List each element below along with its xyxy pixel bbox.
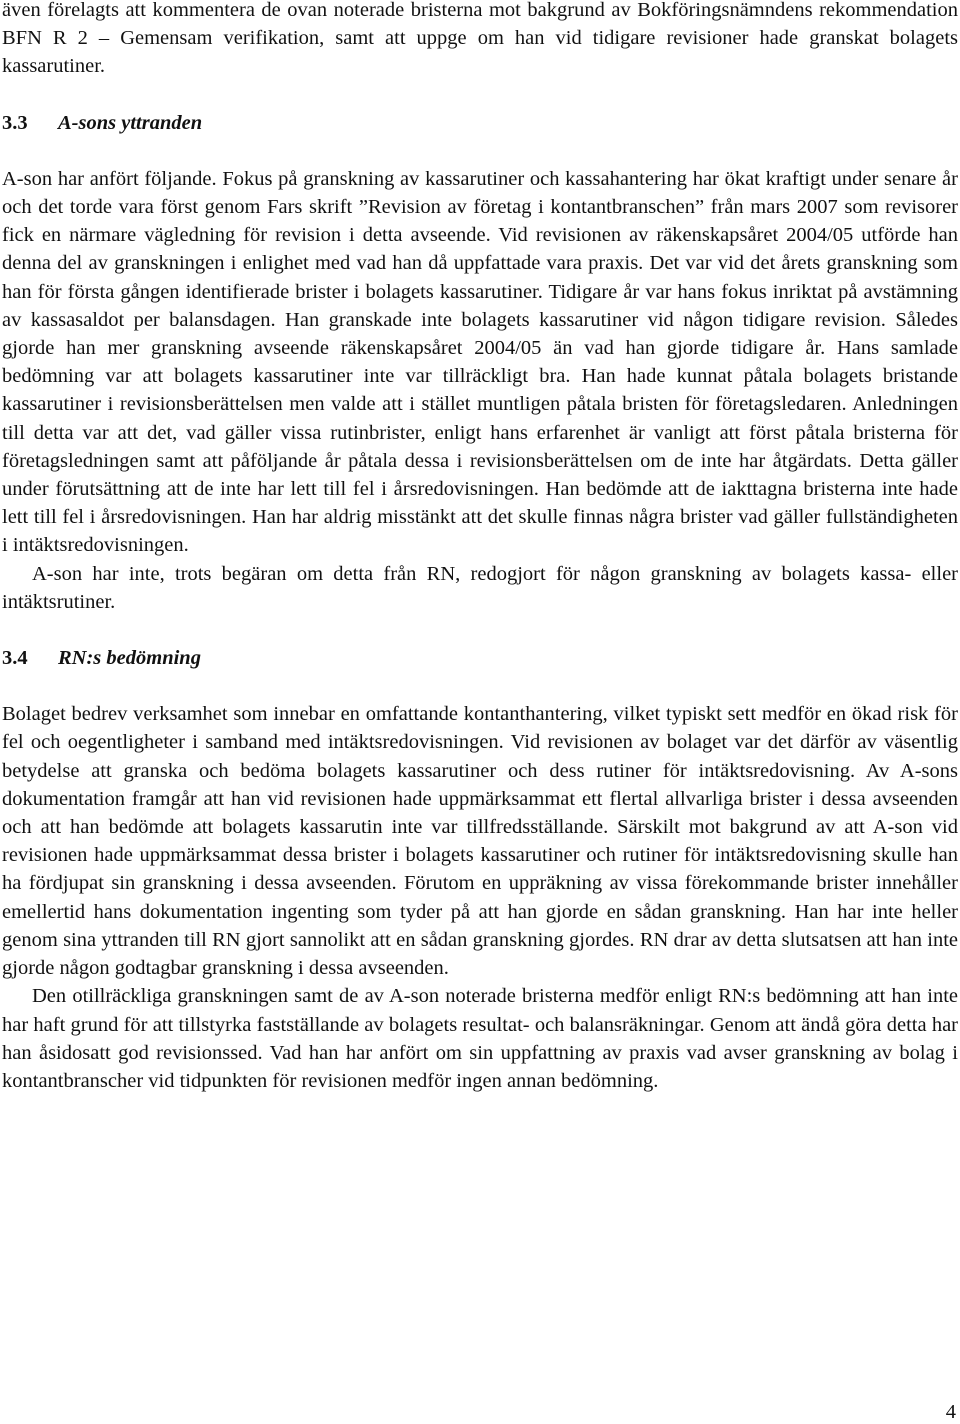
document-page bbox=[2, 0, 958, 1095]
page-number: 4 bbox=[945, 1401, 956, 1423]
section-number: 3.3 bbox=[2, 111, 28, 134]
section-heading-3-3 bbox=[2, 109, 958, 137]
continued-paragraph: även förelagts att kommentera de ovan noterade bristerna mot bakgrund av Bokföringsnämndens rekommendation BFN R 2 – Gemensam verifikation, samt att uppge om han vid tidigare revisioner hade granskat bolagets kassarutiner. bbox=[2, 0, 958, 78]
spacer bbox=[2, 137, 958, 165]
section-heading-3-4 bbox=[2, 644, 958, 672]
body-paragraph: Den otillräckliga granskningen samt de av A-son noterade bristerna medför enligt RN:s bedömning att han inte har haft grund för att tillstyrka fastställande av bolagets resultat- och balansräkningar. Genom att ändå göra detta har han åsidosatt god revisionssed. Vad han har anfört om sin uppfattning av praxis vad avser granskning av bolag i kontantbranscher vid tidpunkten för revisionen medför ingen annan bedömning. bbox=[2, 985, 958, 1092]
spacer bbox=[2, 81, 958, 109]
spacer bbox=[2, 616, 958, 644]
section-number: 3.4 bbox=[2, 647, 28, 670]
body-paragraph: A-son har inte, trots begäran om detta från RN, redogjort för någon granskning av bolagets kassa- eller intäktsrutiner. bbox=[2, 562, 958, 613]
section-title: A-sons yttranden bbox=[58, 111, 203, 134]
spacer bbox=[2, 672, 958, 700]
body-paragraph: A-son har anfört följande. Fokus på granskning av kassarutiner och kassahantering har ökat kraftigt under senare år och det torde vara först genom Fars skrift ”Revision av företag i kontantbranschen” från mars 2007 som revisorer fick en närmare vägledning för revision i detta avseende. Vid revisionen av räkenskapsåret 2004/05 utförde han denna del av granskningen i enlighet med vad han då uppfattade vara praxis. Det var vid det årets granskning som han för första gången identifierade brister i bolagets kassarutiner. Tidigare år var hans fokus inriktat på avstämning av kassasaldot per balansdagen. Han granskade inte bolagets kassarutiner vid någon tidigare revision. Således gjorde han mer granskning avseende räkenskapsåret 2004/05 än vad han gjorde tidigare år. Hans samlade bedömning var att bolagets kassarutiner inte var tillräckligt bra. Han hade kunnat påtala bolagets bristande kassarutiner i revisionsberättelsen men valde att i stället muntligen påtala bristen för företagsledaren. Anledningen till detta var att det, vad gäller vissa rutinbrister, enligt hans erfarenhet är vanligt att först påtala bristerna för företagsledningen samt att påföljande år påtala dessa i revisionsberättelsen om de inte har åtgärdats. Detta gäller under förutsättning att de inte har lett till fel i årsredovisningen. Han bedömde att de iakttagna bristerna inte hade lett till fel i årsredovisningen. Han har aldrig misstänkt att det skulle finnas några brister vad gäller fullständigheten i intäktsredovisningen. bbox=[2, 167, 958, 557]
body-paragraph: Bolaget bedrev verksamhet som innebar en omfattande kontanthantering, vilket typiskt sett medför en ökad risk för fel och oegentligheter i samband med intäktsredovisningen. Vid revisionen av bolaget var det därför av väsentlig betydelse att granska och bedöma bolagets kassarutiner och dess rutiner för intäktsredovisning. Av A-sons dokumentation framgår att han vid revisionen hade uppmärksammat ett flertal allvarliga brister i dessa avseenden och att han bedömde att bolagets kassarutin inte var tillfredsställande. Särskilt mot bakgrund av att A-son vid revisionen hade uppmärksammat dessa brister i bolagets kassarutiner och rutiner för intäktsredovisning skulle han ha fördjupat sin granskning i dessa avseenden. Förutom en uppräkning av vissa förekommande brister innehåller emellertid hans dokumentation ingenting som tyder på att han gjorde en sådan granskning. Han har inte heller genom sina yttranden till RN gjort sannolikt att en sådan granskning gjordes. RN drar av detta slutsatsen att han inte gjorde någon godtagbar granskning i dessa avseenden. bbox=[2, 703, 958, 980]
section-title: RN:s bedömning bbox=[58, 647, 201, 670]
